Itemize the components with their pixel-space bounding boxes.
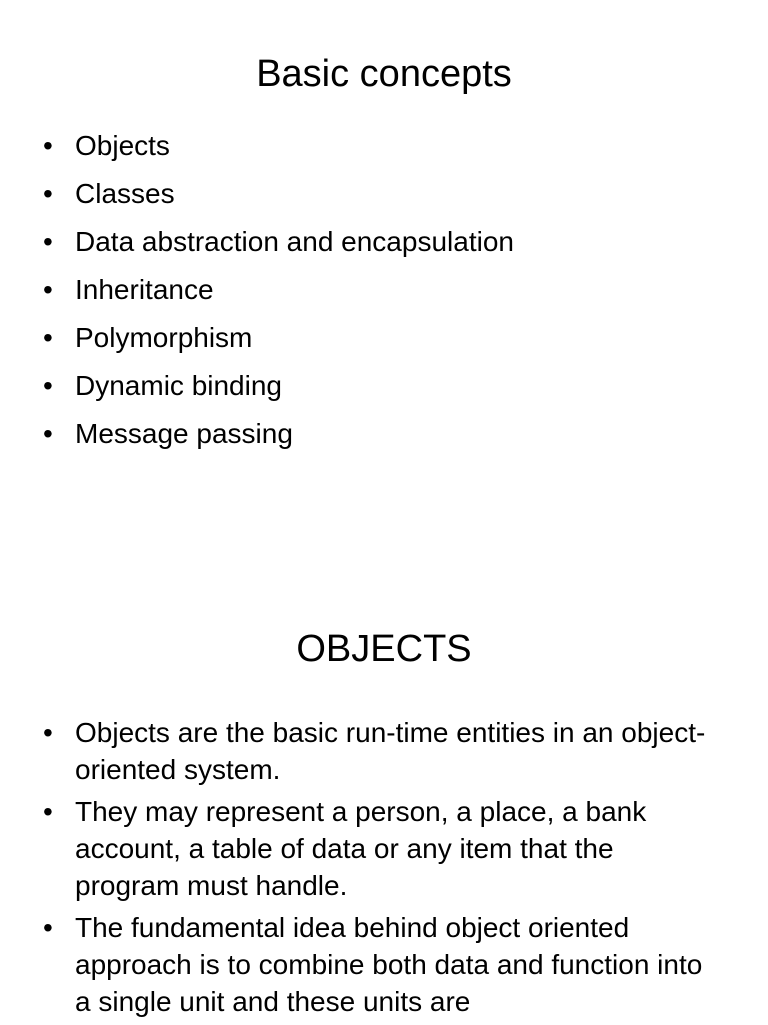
- bullet-list: [0, 714, 715, 1025]
- bullet-icon: •: [43, 717, 53, 748]
- bullet-icon: •: [43, 322, 53, 353]
- list-item-text: Objects are the basic run-time entities in an object-oriented system.: [75, 717, 706, 785]
- list-item-text: Dynamic binding: [75, 370, 282, 401]
- list-item: [0, 714, 715, 788]
- bullet-list: [0, 122, 514, 458]
- list-item: [0, 314, 514, 362]
- list-item: [0, 170, 514, 218]
- list-item: [0, 793, 715, 904]
- slide-title: OBJECTS: [296, 628, 472, 670]
- bullet-icon: •: [43, 226, 53, 257]
- bullet-icon: •: [43, 274, 53, 305]
- list-item: [0, 410, 514, 458]
- slide-objects: [0, 590, 768, 1024]
- bullet-icon: •: [43, 418, 53, 449]
- list-item-text: Objects: [75, 130, 170, 161]
- list-item: [0, 909, 715, 1020]
- slide-title: Basic concepts: [256, 53, 512, 95]
- list-item-text: Data abstraction and encapsulation: [75, 226, 514, 257]
- bullet-icon: •: [43, 796, 53, 827]
- list-item-text: Message passing: [75, 418, 293, 449]
- bullet-icon: •: [43, 370, 53, 401]
- bullet-icon: •: [43, 178, 53, 209]
- list-item-text: Inheritance: [75, 274, 214, 305]
- list-item: [0, 218, 514, 266]
- list-item: [0, 266, 514, 314]
- list-item: [0, 362, 514, 410]
- list-item-text: Classes: [75, 178, 175, 209]
- bullet-icon: •: [43, 130, 53, 161]
- list-item: [0, 122, 514, 170]
- list-item-text: They may represent a person, a place, a bank account, a table of data or any item that the program must handle.: [75, 796, 647, 901]
- list-item-text: The fundamental idea behind object oriented approach is to combine both data and function into a single unit and these units are: [75, 912, 703, 1017]
- bullet-icon: •: [43, 912, 53, 943]
- list-item-text: Polymorphism: [75, 322, 253, 353]
